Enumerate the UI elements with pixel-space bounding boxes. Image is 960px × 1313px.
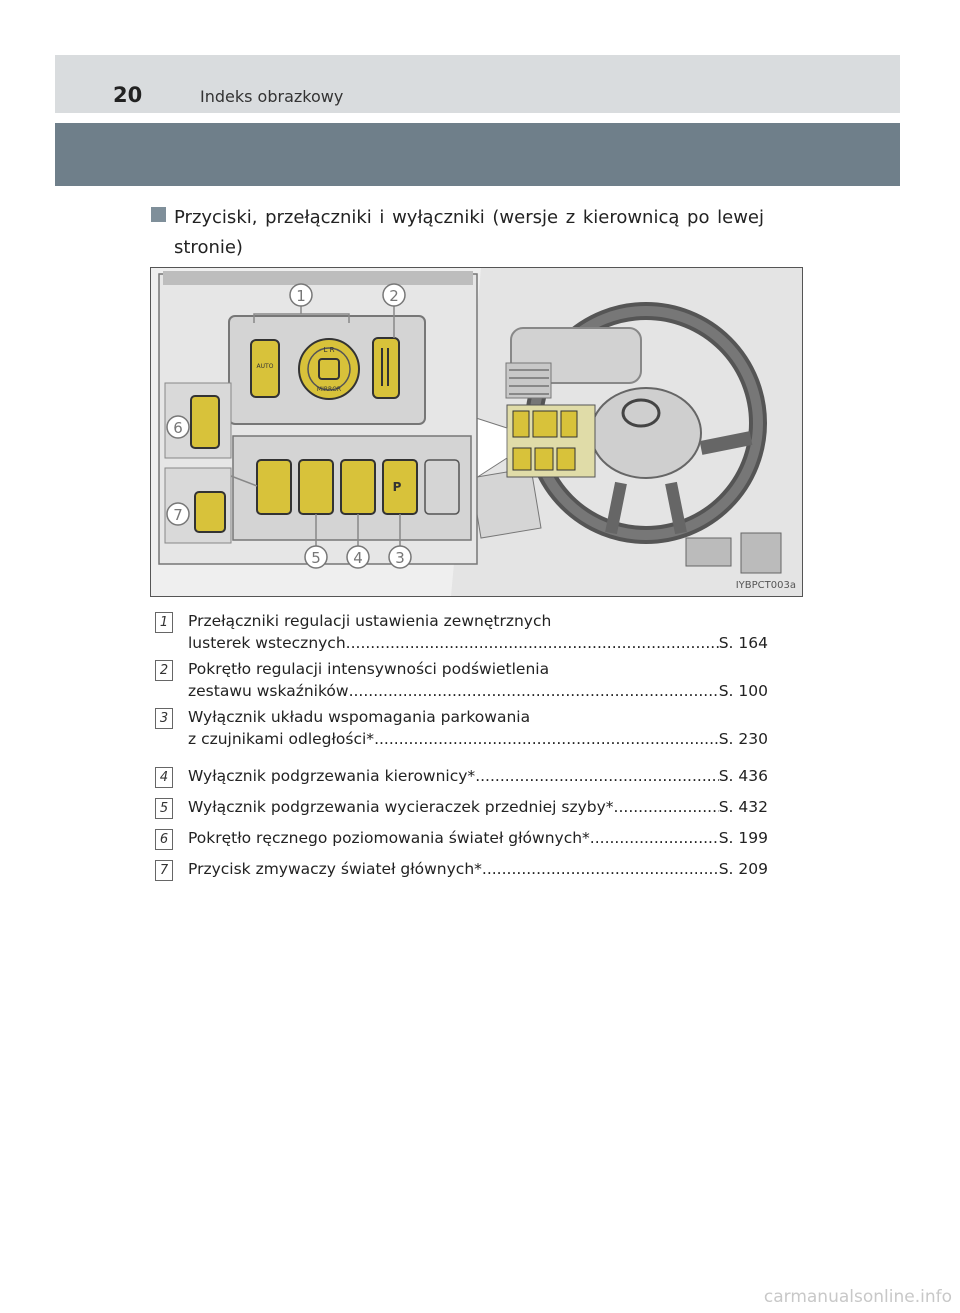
dashboard-illustration [151,268,802,596]
page-ref: S. 436 [718,767,768,785]
auto-label: AUTO [256,363,274,370]
item-number: 2 [155,660,173,681]
item-number: 6 [155,829,173,850]
item-number: 3 [155,708,173,729]
page-ref: S. 432 [718,798,768,816]
header-banner [55,123,900,186]
item-text: Pokrętło ręcznego poziomowania świateł głównych* [188,829,590,847]
callout-4: 4 [353,549,363,567]
page-ref: S. 230 [718,730,768,748]
callout-5: 5 [311,549,321,567]
callout-2: 2 [389,287,399,305]
item-number: 4 [155,767,173,788]
callout-7: 7 [173,506,183,524]
item-text: Wyłącznik podgrzewania kierownicy* [188,767,476,785]
section-heading: Przyciski, przełączniki i wyłączniki (wersje z kierownicą po lewej stronie) [174,207,764,258]
item-text: Przełączniki regulacji ustawienia zewnętrznych [188,612,552,630]
item-number: 5 [155,798,173,819]
mirror-label: MIRROR [316,386,342,393]
item-text-cont: lusterek wstecznych [188,634,346,652]
lr-label: L R [323,346,335,354]
watermark: carmanualsonline.info [763,1287,952,1307]
item-text: Przycisk zmywaczy świateł głównych* [188,860,482,878]
page-ref: S. 199 [718,829,768,847]
callout-1: 1 [296,287,306,305]
callout-3: 3 [395,549,405,567]
dashboard-figure [150,267,803,597]
section-bullet-icon [151,207,166,222]
header-band [55,55,900,113]
item-number: 1 [155,612,173,633]
page-ref: S. 209 [718,860,768,878]
item-text-cont: z czujnikami odległości* [188,730,375,748]
page-number: 20 [113,83,143,107]
image-code: IYBPCT003a [735,580,796,591]
header-title: Indeks obrazkowy [200,87,344,106]
page-ref: S. 164 [718,634,768,652]
item-text: Wyłącznik podgrzewania wycieraczek przedniej szyby* [188,798,614,816]
item-text: Wyłącznik układu wspomagania parkowania [188,708,531,726]
item-number: 7 [155,860,173,881]
callout-6: 6 [173,419,183,437]
page-ref: S. 100 [718,682,768,700]
item-text-cont: zestawu wskaźników [188,682,349,700]
item-text: Pokrętło regulacji intensywności podświetlenia [188,660,550,678]
park-label: P [392,480,402,494]
